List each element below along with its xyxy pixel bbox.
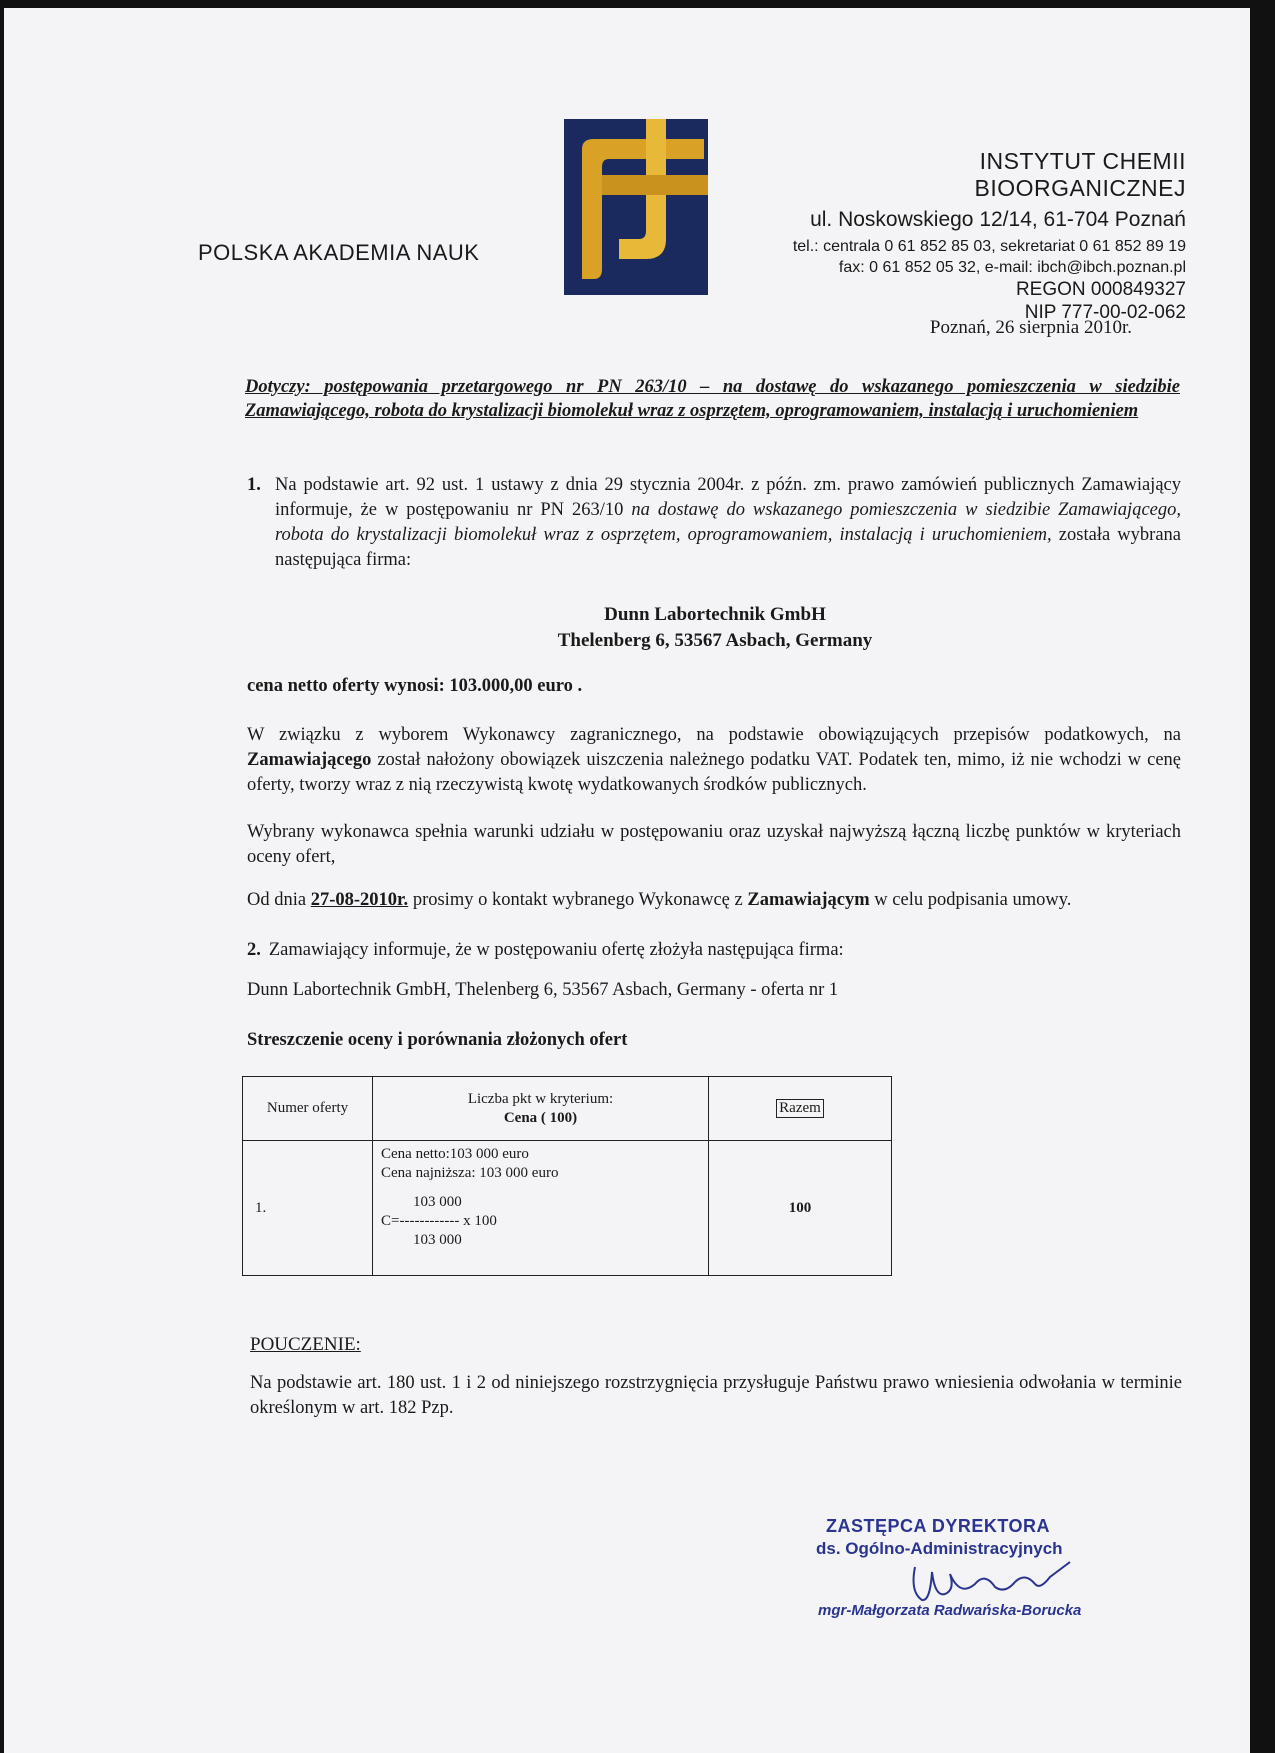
vat-text-bold: Zamawiającego (247, 750, 372, 770)
criterion-label: Liczba pkt w kryterium: (467, 1090, 614, 1107)
contact-date: 27-08-2010r. (310, 890, 409, 910)
academy-name: POLSKA AKADEMIA NAUK (198, 240, 480, 265)
submitted-offer: Dunn Labortechnik GmbH, Thelenberg 6, 53567 Asbach, Germany - oferta nr 1 (247, 980, 839, 1000)
firm-name: Dunn Labortechnik GmbH (604, 604, 826, 625)
section-2-text: Zamawiający informuje, że w postępowaniu ofertę złożyła następująca firma: (268, 940, 844, 960)
criteria-paragraph: Wybrany wykonawca spełnia warunki udziału w postępowaniu oraz uzyskał najwyższą łączną liczbę punktów w kryteriach oceny ofert, (247, 822, 1181, 867)
section-2-number: 2. (247, 940, 261, 960)
section-2 (247, 940, 844, 961)
formula-numerator: 103 000 (413, 1194, 462, 1210)
instruction-title: POUCZENIE: (250, 1334, 361, 1355)
instruction-text: Na podstawie art. 180 ust. 1 i 2 od niniejszego rozstrzygnięcia przysługuje Państwu prawo wniesienia odwołania w terminie określonym w art. 182 Pzp. (250, 1373, 1182, 1418)
firm-address: Thelenberg 6, 53567 Asbach, Germany (557, 630, 873, 651)
institute-logo (564, 119, 708, 295)
section-1-text-b: została wybrana następująca firma: (275, 525, 1182, 570)
institute-address: ul. Noskowskiego 12/14, 61-704 Poznań (810, 208, 1186, 231)
contact-text-a: Od dnia (247, 890, 311, 910)
contact-text-b: prosimy o kontakt wybranego Wykonawcę z (408, 890, 748, 910)
institute-header (784, 148, 1186, 324)
section-1-text-a: Na podstawie art. 92 ust. 1 ustawy z dnia 29 stycznia 2004r. z późn. zm. prawo zamówień publicznych Zamawiający informuje, że w postępowaniu nr PN 263/10 (275, 475, 1181, 520)
row-calculation (373, 1141, 709, 1276)
table-header-row (243, 1077, 892, 1141)
formula-denominator: 103 000 (413, 1232, 462, 1248)
institute-nip: NIP 777-00-02-062 (1024, 302, 1186, 323)
subject-line: Dotyczy: postępowania przetargowego nr PN 263/10 – na dostawę do wskazanego pomieszczenia w siedzibie Zamawiającego, robota do krystalizacji biomolekuł wraz z osprzętem, oprogramowaniem, instalacją i uruchomieniem (245, 377, 1180, 421)
table-row (243, 1141, 892, 1276)
institute-regon: REGON 000849327 (1015, 279, 1186, 300)
summary-title: Streszczenie oceny i porównania złożonych ofert (247, 1030, 628, 1050)
price-formula (381, 1193, 700, 1250)
header-criterion (373, 1077, 709, 1141)
row-lowest-price: Cena najniższa: 103 000 euro (381, 1165, 559, 1181)
vat-text-a: W związku z wyborem Wykonawcy zagranicznego, na podstawie obowiązujących przepisów podatkowych, na (247, 725, 1181, 745)
section-1 (247, 473, 1181, 573)
signatory-name: mgr-Małgorzata Radwańska-Borucka (818, 1602, 1082, 1619)
evaluation-table (242, 1076, 892, 1276)
header-total: Razem (776, 1099, 824, 1118)
selected-firm (380, 602, 1050, 654)
header-total-cell (709, 1077, 892, 1141)
formula-line: C=------------ x 100 (381, 1213, 497, 1229)
institute-tel: tel.: centrala 0 61 852 85 03, sekretariat 0 61 852 89 19 (792, 238, 1186, 255)
criterion-name: Cena ( 100) (503, 1109, 578, 1126)
institute-name: INSTYTUT CHEMII BIOORGANICZNEJ (974, 148, 1186, 201)
contact-text-bold: Zamawiającym (747, 890, 870, 910)
letter-date: Poznań, 26 sierpnia 2010r. (929, 317, 1132, 338)
row-offer-number: 1. (243, 1141, 373, 1276)
contact-text-c: w celu podpisania umowy. (869, 890, 1072, 910)
section-1-text-italic: na dostawę do wskazanego pomieszczenia w siedzibie Zamawiającego, robota do krystalizacji biomolekuł wraz z osprzętem, oprogramowaniem, instalacją i uruchomieniem, (275, 500, 1181, 545)
row-total: 100 (709, 1141, 892, 1276)
stamp-department: ds. Ogólno-Administracyjnych (816, 1539, 1063, 1558)
vat-paragraph (247, 723, 1181, 798)
scan-border-right (1250, 0, 1275, 1753)
stamp-title: ZASTĘPCA DYREKTORA (826, 1516, 1051, 1536)
section-1-number: 1. (247, 475, 261, 495)
offer-price: cena netto oferty wynosi: 103.000,00 euro . (247, 676, 583, 696)
header-offer-number: Numer oferty (243, 1077, 373, 1141)
institute-fax: fax: 0 61 852 05 32, e-mail: ibch@ibch.poznan.pl (838, 259, 1186, 276)
vat-text-b: został nałożony obowiązek uiszczenia należnego podatku VAT. Podatek ten, mimo, iż nie wchodzi w cenę oferty, tworzy wraz z nią rzeczywistą kwotę wydatkowanych środków publicznych. (247, 750, 1181, 795)
row-net-price: Cena netto:103 000 euro (381, 1146, 529, 1162)
signature-stamp (810, 1512, 1100, 1637)
contact-paragraph (247, 888, 1181, 913)
